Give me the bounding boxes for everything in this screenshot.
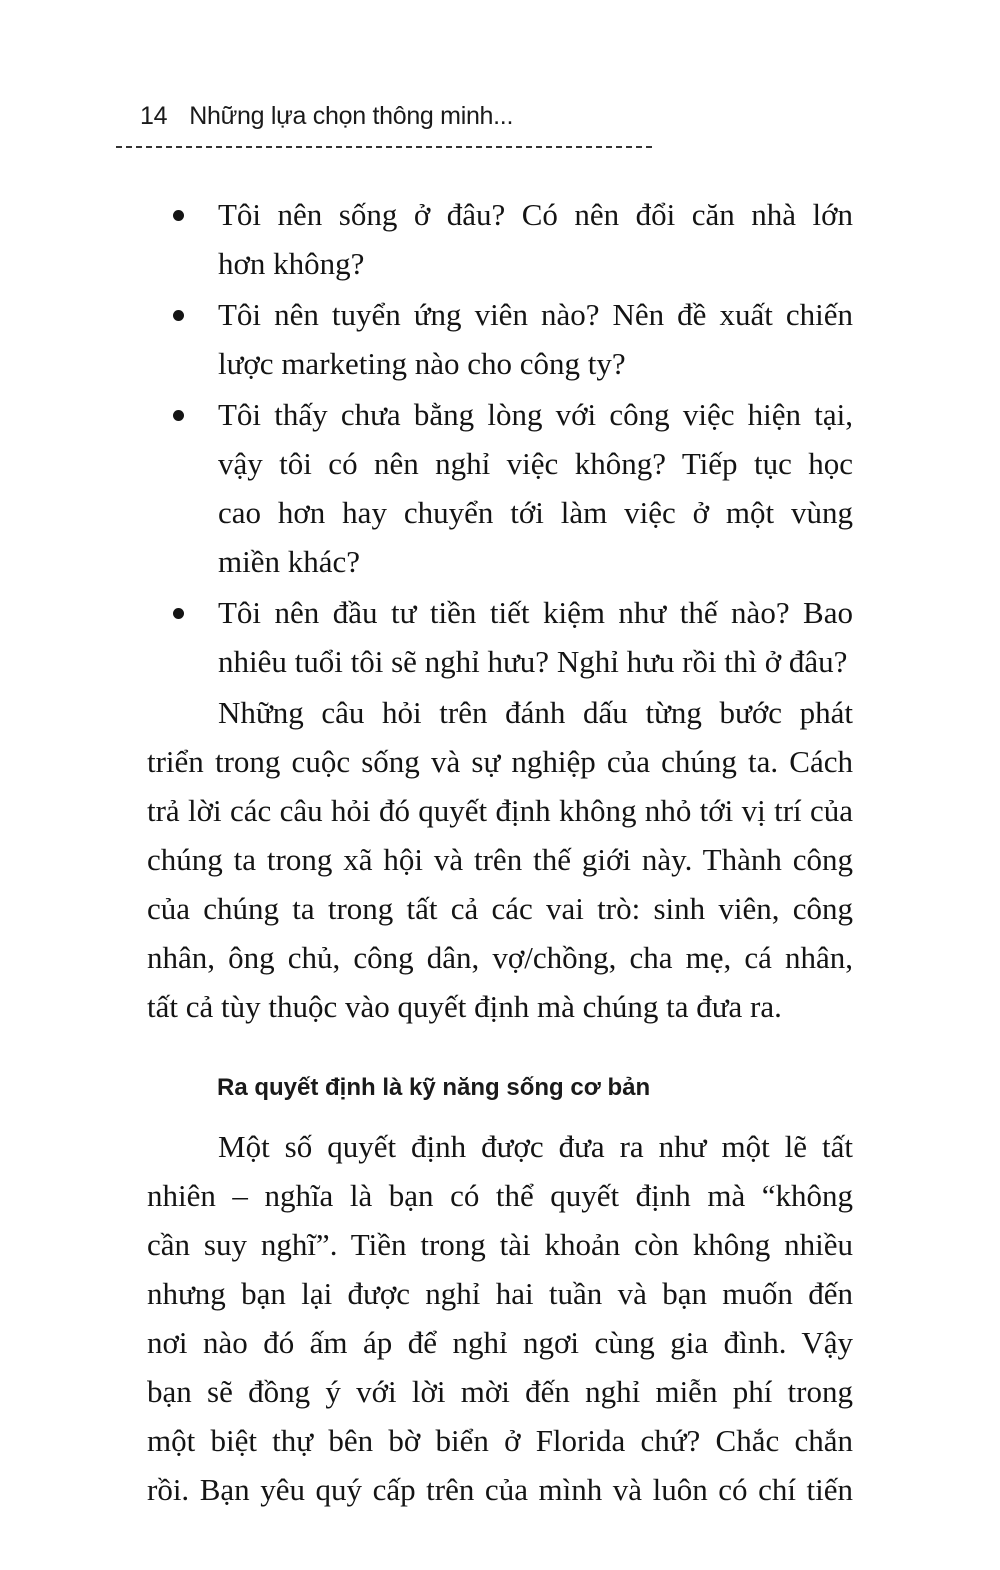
paragraph-line: chúng ta trong xã hội và trên thế giới này. Thành công	[147, 842, 853, 877]
paragraph-line: trả lời các câu hỏi đó quyết định không nhỏ tới vị trí của	[147, 793, 853, 828]
paragraph-line: Những câu hỏi trên đánh dấu từng bước phát	[218, 695, 853, 730]
bullet-dot-icon	[173, 310, 184, 321]
bullet-line: cao hơn hay chuyển tới làm việc ở một vùng	[218, 495, 853, 530]
paragraph-line: rồi. Bạn yêu quý cấp trên của mình và luôn có chí tiến	[147, 1472, 853, 1507]
bullet-line: lược marketing nào cho công ty?	[218, 346, 626, 381]
section-heading: Ra quyết định là kỹ năng sống cơ bản	[217, 1074, 651, 1101]
page-body	[147, 190, 853, 1514]
bullet-dot-icon	[173, 608, 184, 619]
paragraph-line: nhưng bạn lại được nghỉ hai tuần và bạn muốn đến	[147, 1276, 853, 1311]
bullet-line: hơn không?	[218, 246, 365, 281]
bullet-dot-icon	[173, 410, 184, 421]
paragraph-line: một biệt thự bên bờ biển ở Florida chứ? Chắc chắn	[147, 1423, 853, 1458]
bullet-item-1	[147, 190, 853, 288]
bullet-line: Tôi thấy chưa bằng lòng với công việc hiện tại,	[218, 397, 853, 432]
header-dashed-rule	[116, 146, 652, 148]
bullet-item-2	[147, 290, 853, 388]
paragraph-line: cần suy nghĩ”. Tiền trong tài khoản còn không nhiều	[147, 1227, 853, 1262]
bullet-line: miền khác?	[218, 544, 361, 579]
bullet-item-3	[147, 390, 853, 586]
bullet-line: nhiêu tuổi tôi sẽ nghỉ hưu? Nghỉ hưu rồi thì ở đâu?	[218, 644, 848, 679]
paragraph-line: bạn sẽ đồng ý với lời mời đến nghỉ miễn phí trong	[147, 1374, 853, 1409]
bullet-item-4	[147, 588, 853, 686]
paragraph-line: triển trong cuộc sống và sự nghiệp của chúng ta. Cách	[147, 744, 853, 779]
bullet-line: Tôi nên tuyển ứng viên nào? Nên đề xuất chiến	[218, 297, 853, 332]
paragraph-line: của chúng ta trong tất cả các vai trò: sinh viên, công	[147, 891, 853, 926]
paragraph-line: Một số quyết định được đưa ra như một lẽ tất	[218, 1129, 853, 1164]
paragraph-line: nơi nào đó ấm áp để nghỉ ngơi cùng gia đình. Vậy	[147, 1325, 853, 1360]
bullet-line: Tôi nên sống ở đâu? Có nên đổi căn nhà lớn	[218, 197, 853, 232]
body-paragraph-1	[147, 688, 853, 1031]
running-head	[140, 102, 513, 131]
bullet-line: Tôi nên đầu tư tiền tiết kiệm như thế nào? Bao	[218, 595, 853, 630]
paragraph-line: nhiên – nghĩa là bạn có thể quyết định mà “không	[147, 1178, 853, 1213]
paragraph-line: tất cả tùy thuộc vào quyết định mà chúng ta đưa ra.	[147, 989, 782, 1024]
bullet-dot-icon	[173, 210, 184, 221]
bullet-line: vậy tôi có nên nghỉ việc không? Tiếp tục học	[218, 446, 853, 481]
body-paragraph-2	[147, 1122, 853, 1514]
page-number: 14	[140, 102, 168, 130]
paragraph-line: nhân, ông chủ, công dân, vợ/chồng, cha mẹ, cá nhân,	[147, 940, 853, 975]
question-bullet-list	[147, 190, 853, 686]
running-head-title: Những lựa chọn thông minh...	[189, 102, 514, 130]
